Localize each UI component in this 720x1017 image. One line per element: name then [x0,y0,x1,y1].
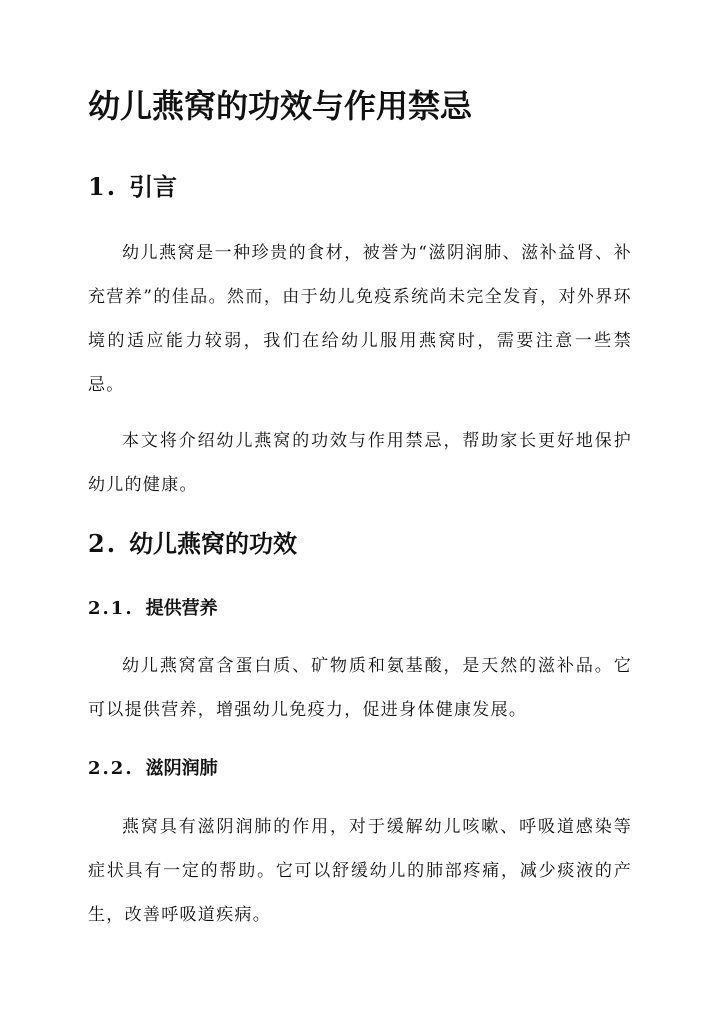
nutrition-paragraph: 幼儿燕窝富含蛋白质、矿物质和氨基酸，是天然的滋补品。它可以提供营养，增强幼儿免疫力，促进身体健康发展。 [88,656,632,720]
section-heading-text: 引言 [129,172,178,201]
subsection-heading-text: 滋阴润肺 [145,758,218,779]
section-heading-benefits [88,527,297,561]
section-number: 1. [88,172,118,201]
section-heading-text: 幼儿燕窝的功效 [129,529,298,558]
subsection-heading-text: 提供营养 [145,598,218,619]
subsection-number: 2.1. [88,598,134,619]
subsection-number: 2.2. [88,758,134,779]
intro-paragraph-1: 幼儿燕窝是一种珍贵的食材，被誉为“滋阴润肺、滋补益肾、补充营养”的佳品。然而，由于幼儿免疫系统尚未完全发育，对外界环境的适应能力较弱，我们在给幼儿服用燕窝时，需要注意一些禁忌。 [88,243,632,395]
section-number: 2. [88,529,118,558]
subsection-heading-nutrition [88,596,218,622]
document-title: 幼儿燕窝的功效与作用禁忌 [88,87,473,125]
lung-paragraph: 燕窝具有滋阴润肺的作用，对于缓解幼儿咳嗽、呼吸道感染等症状具有一定的帮助。它可以舒缓幼儿的肺部疼痛，减少痰液的产生，改善呼吸道疾病。 [88,817,632,925]
section-heading-introduction [88,170,177,204]
intro-paragraph-2: 本文将介绍幼儿燕窝的功效与作用禁忌，帮助家长更好地保护幼儿的健康。 [88,431,632,495]
subsection-heading-lung [88,756,218,782]
